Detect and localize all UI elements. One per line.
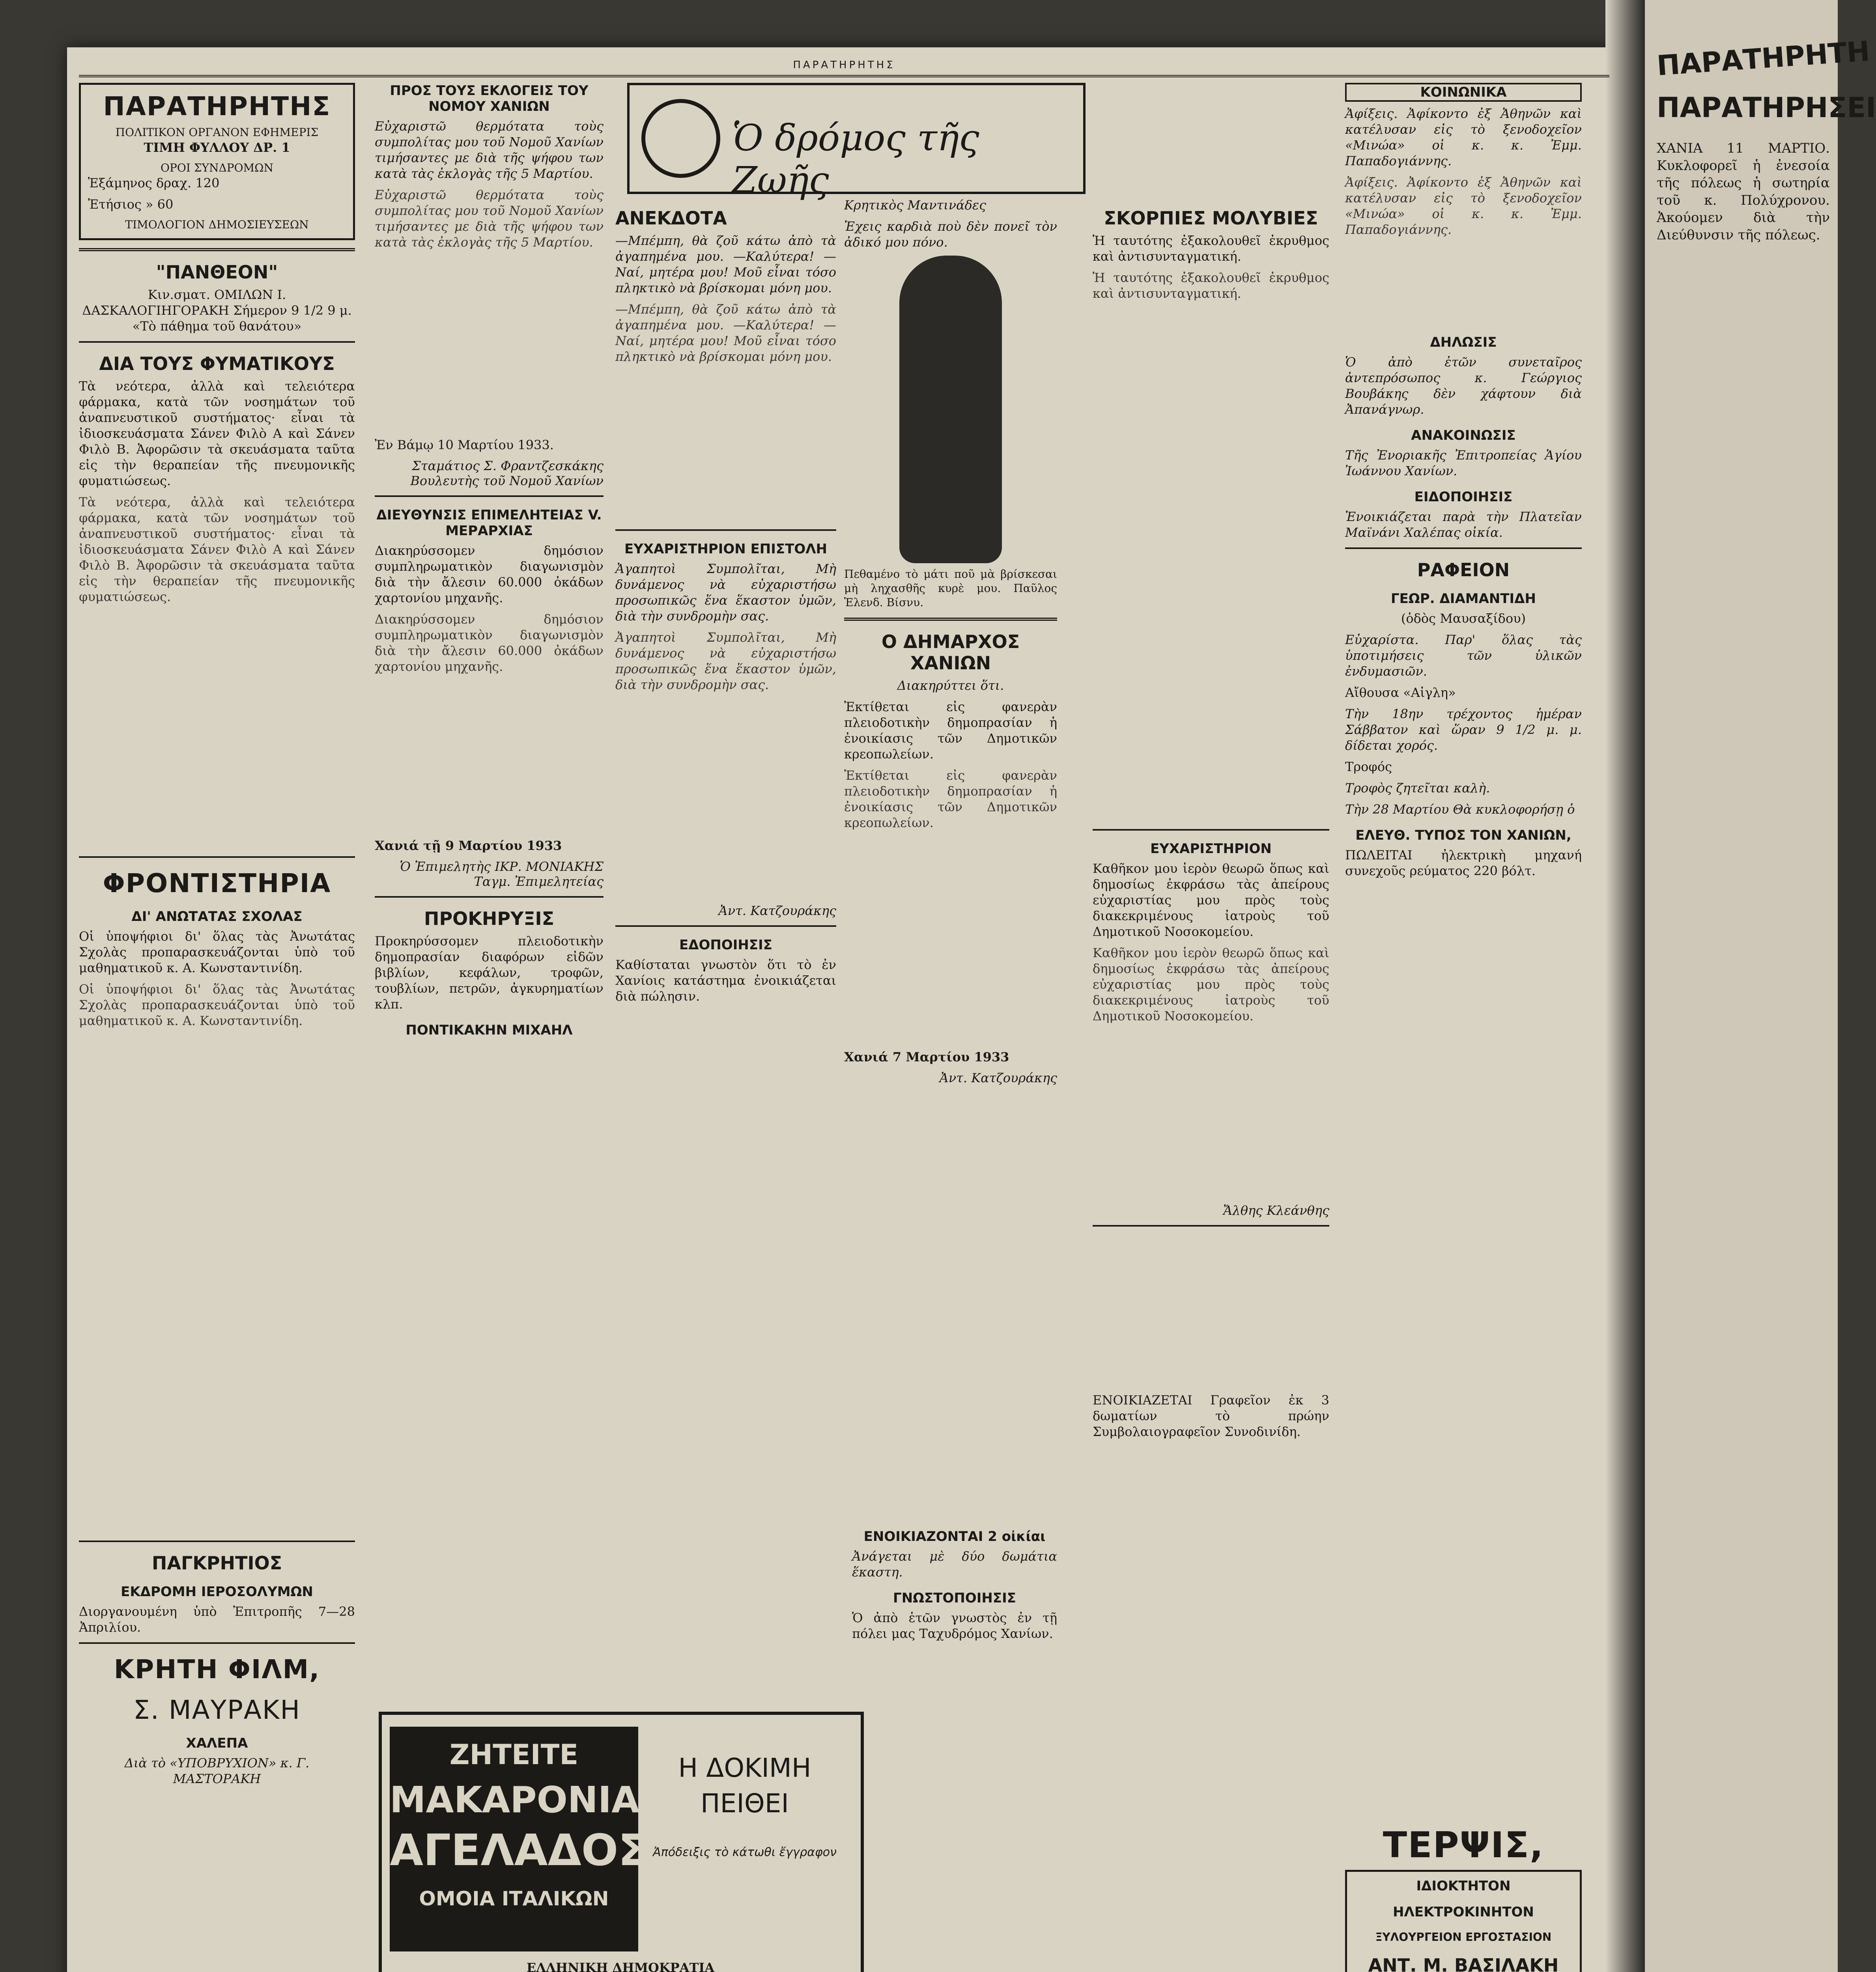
pagkritios-text: Διοργανουμένη ὑπὸ Ἐπιτροπῆς 7—28 Ἀπριλίου. [79, 1604, 355, 1635]
divider [375, 896, 604, 898]
dimarchos-sub: Διακηρύττει ὅτι. [897, 678, 1004, 693]
divider [79, 248, 355, 251]
divider [615, 925, 836, 927]
efx2-filler: Καθῆκον μου ἱερὸν θεωρῶ ὅπως καὶ δημοσίως ἐκφράσω τὰς ἀπείρους εὐχαριστίας μου πρὸς τοὺς διακεκριμένους ἰατροὺς τοῦ Δημοτικοῦ Νοσοκομείου. [1093, 945, 1329, 1023]
mavraki-name: Σ. ΜΑΥΡΑΚΗ [133, 1695, 301, 1725]
ekloges-text: Εὐχαριστῶ θερμότατα τοὺς συμπολίτας μου τοῦ Νομοῦ Χανίων τιμήσαντες με διὰ τῆς ψήφου των κατὰ τὰς ἐκλογὰς τῆς 5 Μαρτίου. [375, 119, 604, 181]
dimarchos-text: Ἐκτίθεται εἰς φανερὰν πλειοδοτικὴν δημοπρασίαν ἡ ἐνοικίασις τῶν Δημοτικῶν κρεοπωλείων. [844, 699, 1057, 762]
efx2-sig: Ἄλθης Κλεάνθης [1223, 1203, 1329, 1218]
paper-subtitle: ΠΟΛΙΤΙΚΟΝ ΟΡΓΑΝΟΝ ΕΦΗΜΕΡΙΣ [115, 126, 319, 139]
anakoinosis-text: Τῆς Ἐνοριακῆς Ἐπιτροπείας Ἁγίου Ἰωάννου Χανίων. [1345, 448, 1582, 478]
koinonika-text: Ἀφίξεις. Ἀφίκοντο ἐξ Ἀθηνῶν καὶ κατέλυσαν εἰς τὸ ξενοδοχεῖον «Μινώα» οἱ κ. κ. Ἐμμ. Παπαδογιάννης. [1345, 106, 1582, 168]
poleitai-text: ΠΩΛΕΙΤΑΙ ἠλεκτρικὴ μηχανή συνεχοῦς ρεύματος 220 βόλτ. [1345, 848, 1582, 878]
chalepa: ΧΑΛΕΠΑ [186, 1735, 248, 1751]
trofos-head: Τροφός [1345, 759, 1392, 774]
divider [79, 341, 355, 343]
portrait-caption: Πεθαμένο τὸ μάτι ποῦ μὰ βρίσκεσαι μὴ ληχασθῆς κυρὲ μου. Παῦλος Ἑλενδ. Βίσνυ. [844, 568, 1057, 609]
skorpies-text: Ἡ ταυτότης ἐξακολουθεῖ ἐκρυθμος καὶ ἀντισυνταγματική. [1093, 233, 1329, 264]
divider [1093, 1225, 1329, 1227]
trofos-text: Τροφὸς ζητεῖται καλὴ. [1345, 781, 1490, 796]
elefth-head: ΕΛΕΥΘ. ΤΥΠΟΣ ΤΟΝ ΧΑΝΙΩΝ, [1355, 827, 1571, 843]
portrait-figure [899, 256, 1002, 563]
divider [79, 1642, 355, 1644]
divider [79, 856, 355, 858]
divider [1345, 547, 1582, 549]
divider [1093, 829, 1329, 831]
banner-title: Ὁ δρόμος τῆς Ζωῆς [732, 117, 979, 201]
skorpies-filler: Ἡ ταυτότης ἐξακολουθεῖ ἐκρυθμος καὶ ἀντισυνταγματική. [1093, 270, 1329, 301]
koinonika-head: ΚΟΙΝΩΝΙΚΑ [1345, 83, 1582, 102]
dokimi-text: Η ΔΟΚΙΜΗ [678, 1753, 811, 1783]
page-fold [1605, 0, 1645, 1972]
elefth-intro: Τὴν 28 Μαρτίου Θὰ κυκλοφορήσῃ ὁ [1345, 802, 1575, 817]
edopiiseis-head: ΕΔΟΠΟΙΗΣΙΣ [679, 937, 772, 953]
zitite-text: ΖΗΤΕΙΤΕ [449, 1739, 579, 1771]
kritikos-head: Κρητικὸς Μαντινάδες [844, 198, 986, 213]
next-page [1645, 0, 1876, 1972]
divider [615, 529, 836, 531]
lab-line: ΕΛΛΗΝΙΚΗ ΔΗΜΟΚΡΑΤΙΑ [526, 1960, 715, 1972]
subs-line: Ἐτήσιος » 60 [88, 197, 174, 212]
column-1 [79, 83, 355, 1792]
col3-right [844, 197, 1057, 1092]
terpsis-name: ΑΝΤ. Μ. ΒΑΣΙΛΑΚΗ [1368, 1955, 1559, 1972]
rafeion-addr: (ὁδὸς Μαυσαξίδου) [1401, 611, 1526, 626]
frontistiria-text: Οἱ ὑποψήφιοι δι' ὅλας τὰς Ἀνωτάτας Σχολὰς προπαρασκευάζονται ὑπὸ τοῦ μαθηματικοῦ κ. Α. Κωνσταντινίδη. [79, 929, 355, 975]
anekdota-filler: —Μπέμπη, θὰ ζοῦ κάτω ἀπὸ τὰ ἀγαπημένα μου. —Καλύτερα! —Ναί, μητέρα μου! Μοῦ εἶναι τόσο πληκτικὸ νὰ βρίσκομαι μόνη μου. [615, 302, 836, 364]
enikiazontai-text: Ἀνάγεται μὲ δύο δωμάτια ἕκαστη. [852, 1549, 1057, 1580]
paper-title: ΠΑΡΑΤΗΡΗΤΗΣ [103, 91, 331, 121]
makaronia-text: ΜΑΚΑΡΟΝΙΑ [390, 1779, 640, 1821]
mastorakis-text: Διὰ τὸ «ΥΠΟΒΡΥΧΙΟΝ» κ. Γ. ΜΑΣΤΟΡΑΚΗ [124, 1755, 310, 1786]
anekdota-head: ΑΝΕΚΔΟΤΑ [615, 207, 727, 229]
makaronia-ad [379, 1712, 864, 1972]
banner [627, 83, 1086, 201]
omoia-text: ΟΜΟΙΑ ΙΤΑΛΙΚΩΝ [419, 1887, 609, 1910]
merarchia-head: ΔΙΕΥΘΥΝΣΙΣ ΕΠΙΜΕΛΗΤΕΙΑΣ V. ΜΕΡΑΡΧΙΑΣ [376, 507, 602, 539]
terpsis-sub1: ΙΔΙΟΚΤΗΤΟΝ [1416, 1878, 1511, 1894]
fimatikous-text: Τὰ νεότερα, ἀλλὰ καὶ τελειότερα φάρμακα, κατὰ τῶν νοσημάτων τοῦ ἀναπνευστικοῦ συστήματος· εἶναι τὰ ἰδιοσκευάσματα Σάνεν Φιλὸ Α καὶ Σάνεν Φιλὸ Β. Ἀφορῶσιν τὰ σκευάσματα ταῦτα εἰς τὴν θεραπείαν τῆς πνευμονικῆς φυματιώσεως. [79, 379, 355, 488]
enik2-text: ΕΝΟΙΚΙΑΖΕΤΑΙ Γραφεῖον ἐκ 3 δωματίων τὸ πρώην Συμβολαιογραφεῖον Συνοδινίδη. [1093, 1393, 1329, 1439]
makaronia-block [390, 1727, 648, 1951]
efxaristirion-filler: Ἀγαπητοὶ Συμπολῖται, Μὴ δυνάμενος νὰ εὐχαριστήσω προσωπικῶς ἕνα ἕκαστον ὑμῶν, διὰ τὴν συνδρομὴν σας. [615, 630, 836, 692]
col3-left [615, 197, 836, 1010]
next-page-text: ΧΑΝΙΑ 11 ΜΑΡΤΙΟ. Κυκλοφορεῖ ἡ ἐνεσοία τῆς πόλεως ἡ σωτηρία τοῦ κ. Πολύχρονου. Ἀκούομεν διὰ τὴν Διεύθυνσιν τῆς πόλεως. [1657, 140, 1830, 243]
subs-head: ΟΡΟΙ ΣΥΝΔΡΟΜΩΝ [161, 161, 273, 174]
merarchia-filler: Διακηρύσσομεν δημόσιον συμπληρωματικὸν διαγωνισμὸν διὰ τὴν ἄλεσιν 60.000 ὀκάδων χαρτονίου μηχανῆς. [375, 612, 604, 674]
dilosis-text: Ὁ ἀπὸ ἐτῶν συνεταῖρος ἀντεπρόσωπος κ. Γεώργιος Βουβάκης δὲν χάφτουν διὰ Ἀπανάγνωρ. [1345, 355, 1582, 417]
ekloges-head: ΠΡΟΣ ΤΟΥΣ ΕΚΛΟΓΕΙΣ ΤΟΥ ΝΟΜΟΥ ΧΑΝΙΩΝ [390, 83, 589, 114]
next-page-heading: ΠΑΡΑΤΗΡΗΣΕΙ [1657, 92, 1876, 124]
divider [79, 1541, 355, 1542]
koinonika-filler: Ἀφίξεις. Ἀφίκοντο ἐξ Ἀθηνῶν καὶ κατέλυσαν εἰς τὸ ξενοδοχεῖον «Μινώα» οἱ κ. κ. Ἐμμ. Παπαδογιάννης. [1345, 175, 1582, 237]
peithei-text: ΠΕΙΘΕΙ [701, 1788, 789, 1819]
fimatikous-filler: Τὰ νεότερα, ἀλλὰ καὶ τελειότερα φάρμακα, κατὰ τῶν νοσημάτων τοῦ ἀναπνευστικοῦ συστήματος· εἶναι τὰ ἰδιοσκευάσματα Σάνεν Φιλὸ Α καὶ Σάνεν Φιλὸ Β. Ἀφορῶσιν τὰ σκευάσματα ταῦτα εἰς τὴν θεραπείαν τῆς πνευμονικῆς φυματιώσεως. [79, 495, 355, 604]
enikiazontai-head: ΕΝΟΙΚΙΑΖΟΝΤΑΙ 2 οἰκίαι [863, 1529, 1046, 1544]
gnostopiisis-text: Ὁ ἀπὸ ἑτῶν γνωστὸς ἐν τῇ πόλει μας Ταχυδρόμος Χανίων. [852, 1610, 1057, 1641]
paper-info-box [79, 83, 355, 240]
efxaristirion-text: Ἀγαπητοὶ Συμπολῖται, Μὴ δυνάμενος νὰ εὐχαριστήσω προσωπικῶς ἕνα ἕκαστον ὑμῶν, διὰ τὴν συνδρομὴν σας. [615, 561, 836, 624]
terpsis-sub3: ΞΥΛΟΥΡΓΕΙΟΝ ΕΡΓΟΣΤΑΣΙΟΝ [1375, 1931, 1552, 1944]
pagkritios-head: ΠΑΓΚΡΗΤΙΟΣ [151, 1552, 282, 1574]
rafeion-name: ΓΕΩΡ. ΔΙΑΜΑΝΤΙΔΗ [1391, 591, 1536, 607]
edopiiseis-text: Καθίσταται γνωστὸν ὅτι τὸ ἐν Χανίοις κατάστημα ἐνοικιάζεται διὰ πώλησιν. [615, 957, 836, 1004]
price: ΤΙΜΗ ΦΥΛΛΟΥ ΔΡ. 1 [144, 140, 290, 155]
prokirixis-sig: ΠΟΝΤΙΚΑΚΗΝ ΜΙΧΑΗΛ [405, 1022, 573, 1038]
pantheon-text: Κιν.σματ. ΟΜΙΛΩΝ Ι. ΔΑΣΚΑΛΟΓΙΗΓΟΡΑΚΗ Σήμερον 9 1/2 9 μ. «Τὸ πάθημα τοῦ θανάτου» [82, 287, 352, 334]
frontistiria-head: ΦΡΟΝΤΙΣΤΗΡΙΑ [103, 868, 331, 898]
next-page-title: ΠΑΡΑΤΗΡΗΤΗ [1656, 35, 1871, 82]
terpsis-box [1345, 1870, 1582, 1972]
prokirixis-head: ΠΡΟΚΗΡΥΞΙΣ [424, 908, 555, 929]
terpsis-sub2: ΗΛΕΚΤΡΟΚΙΝΗΤΟΝ [1393, 1904, 1534, 1920]
merarchia-sig: Ὁ Ἐπιμελητὴς ΙΚΡ. ΜΟΝΙΑΚΗΣ Ταγμ. Ἐπιμελητείας [400, 859, 604, 889]
merarchia-text: Διακηρύσσομεν δημόσιον συμπληρωματικὸν διαγωνισμὸν διὰ τὴν ἄλεσιν 60.000 ὀκάδων χαρτονίου μηχανῆς. [375, 543, 604, 605]
ekloges-filler: Εὐχαριστῶ θερμότατα τοὺς συμπολίτας μου τοῦ Νομοῦ Χανίων τιμήσαντες με διὰ τῆς ψήφου των κατὰ τὰς ἐκλογὰς τῆς 5 Μαρτίου. [375, 187, 604, 250]
dimarchos-sig: Ἀντ. Κατζουράκης [939, 1070, 1057, 1085]
ekloges-date: Ἐν Βάμῳ 10 Μαρτίου 1933. [375, 437, 554, 452]
skorpies-head: ΣΚΟΡΠΙΕΣ ΜΟΛΥΒΙΕΣ [1104, 207, 1318, 229]
frontistiria-sub: ΔΙ' ΑΝΩΤΑΤΑΣ ΣΧΟΛΑΣ [131, 909, 303, 924]
merarchia-date: Χανιά τῇ 9 Μαρτίου 1933 [375, 838, 562, 853]
ageladas-text: ΑΓΕΛΑΔΟΣ [390, 1825, 648, 1875]
adrates-head: ΤΙΜΟΛΟΓΙΟΝ ΔΗΜΟΣΙΕΥΣΕΩΝ [125, 218, 309, 231]
pagkritios-sub: ΕΚΔΡΟΜΗ ΙΕΡΟΣΟΛΥΜΩΝ [121, 1584, 313, 1600]
column-2 [375, 83, 604, 1042]
anekdota-text: —Μπέμπη, θὰ ζοῦ κάτω ἀπὸ τὰ ἀγαπημένα μου. —Καλύτερα! —Ναί, μητέρα μου! Μοῦ εἶναι τόσο πληκτικὸ νὰ βρίσκομαι μόνη μου. [615, 233, 836, 295]
dokimi-note: Ἀπόδειξις τὸ κάτωθι ἔγγραφον [653, 1845, 837, 1859]
dimarchos-date: Χανιά 7 Μαρτίου 1933 [844, 1049, 1009, 1064]
eidopiisis-head: ΕΙΔΟΠΟΙΗΣΙΣ [1414, 489, 1513, 505]
efxaristirion-head: ΕΥΧΑΡΙΣΤΗΡΙΟΝ ΕΠΙΣΤΟΛΗ [624, 541, 827, 557]
dimarchos-filler: Ἐκτίθεται εἰς φανερὰν πλειοδοτικὴν δημοπρασίαν ἡ ἐνοικίασις τῶν Δημοτικῶν κρεοπωλείων. [844, 768, 1057, 830]
divider [844, 618, 1057, 621]
eidopiisis-text: Ἐνοικιάζεται παρὰ τὴν Πλατεῖαν Μαϊνάνι Χαλέπας οἰκία. [1345, 509, 1582, 540]
col3-lower [852, 1518, 1057, 1647]
gnostopiisis-head: ΓΝΩΣΤΟΠΟΙΗΣΙΣ [893, 1590, 1016, 1606]
aithousa-head: Αἴθουσα «Αἰγλη» [1345, 685, 1456, 700]
subs-line: Ἑξάμηνος δραχ. 120 [88, 176, 220, 190]
prokirixis-text: Προκηρύσσομεν πλειοδοτικὴν δημοπρασίαν διαφόρων εἰδῶν βιβλίων, κεφάλων, τροφῶν, τουβλίων, πετρῶν, ἀγκυρηματίων κλπ. [375, 934, 604, 1012]
lab-report [390, 1959, 851, 1972]
efx2-head: ΕΥΧΑΡΙΣΤΗΡΙΟΝ [1150, 841, 1272, 857]
column-5 [1345, 83, 1582, 884]
wheel-icon [641, 99, 720, 178]
column-skorpies [1093, 197, 1329, 1445]
kritikos-text: Ἐχεις καρδιὰ ποὺ δὲν πονεῖ τὸν ἀδικό μου πόνο. [844, 219, 1057, 250]
terpsis-head: ΤΕΡΨΙΣ, [1383, 1824, 1544, 1866]
rafeion-text: Εὐχαρίστα. Παρ' ὅλας τὰς ὑποτιμήσεις τῶν ὑλικῶν ἐνδυμασιῶν. [1345, 632, 1582, 679]
rafeion-head: ΡΑΦΕΙΟΝ [1417, 559, 1510, 581]
anakoinosis-head: ΑΝΑΚΟΙΝΩΣΙΣ [1411, 428, 1516, 443]
aithousa-text: Τὴν 18ην τρέχοντος ἡμέραν Σάββατον καὶ ὥραν 9 1/2 μ. μ. δίδεται χορός. [1345, 706, 1582, 753]
divider [375, 495, 604, 497]
pantheon-head: "ΠΑΝΘΕΟΝ" [156, 261, 278, 283]
efxaristirion-sig: Ἀντ. Κατζουράκης [718, 903, 836, 918]
dilosis-head: ΔΗΛΩΣΙΣ [1430, 334, 1497, 350]
fimatikous-head: ΔΙΑ ΤΟΥΣ ΦΥΜΑΤΙΚΟΥΣ [99, 353, 335, 374]
ekloges-sig: Σταμάτιος Σ. Φραντζεσκάκης Βουλευτὴς τοῦ Νομοῦ Χανίων [410, 458, 604, 488]
dokimi-box [650, 1750, 839, 1860]
terpsis-ad [1345, 1814, 1582, 1972]
dimarchos-head: Ο ΔΗΜΑΡΧΟΣ ΧΑΝΙΩΝ [881, 631, 1020, 674]
kriti-film-head: ΚΡΗΤΗ ΦΙΛΜ, [114, 1654, 320, 1684]
efx2-text: Καθῆκον μου ἱερὸν θεωρῶ ὅπως καὶ δημοσίως ἐκφράσω τὰς ἀπείρους εὐχαριστίας μου πρὸς τοὺς διακεκριμένους ἰατροὺς τοῦ Δημοτικοῦ Νοσοκομείου. [1093, 861, 1329, 939]
masthead: ΠΑΡΑΤΗΡΗΤΗΣ [79, 59, 1609, 77]
frontistiria-filler: Οἱ ὑποψήφιοι δι' ὅλας τὰς Ἀνωτάτας Σχολὰς προπαρασκευάζονται ὑπὸ τοῦ μαθηματικοῦ κ. Α. Κωνσταντινίδη. [79, 982, 355, 1028]
